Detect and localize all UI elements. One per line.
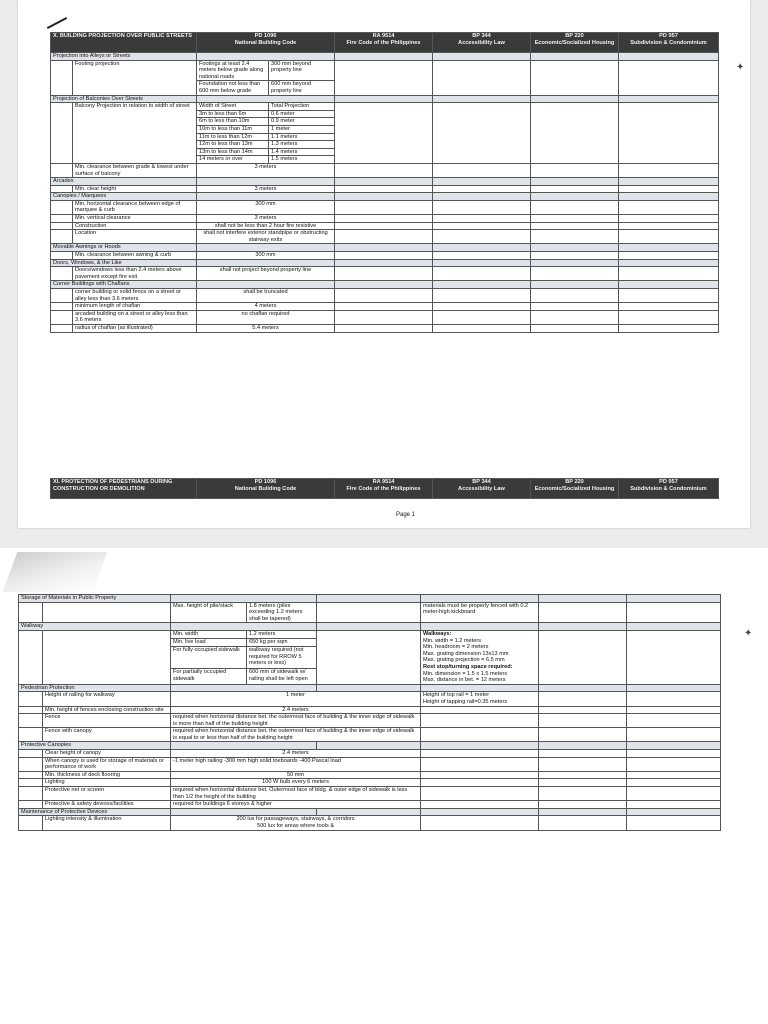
col-header-pd957: PD 957 Subdivision & Condominium (619, 479, 719, 499)
table-row: Clear height of canopy 2.4 meters (19, 750, 721, 758)
table-row: Footing projection Footings at least 2.4 meters below grade along national roads 300 mm beyond property line (51, 60, 719, 81)
table-row: Min. width 1.2 meters Walkways: Min. width = 1.2 meters Min. headroom = 2 meters Max. grating dimension 13x13 mm Max. grating projection = 6.5 mm Rest stop/turning space required: Min. dimension = 1.5 x 1.5 meters Max. distance in bet. = 12 meters (19, 630, 721, 638)
table-row: Min. clearance between grade & lowest under surface of balcony 3 meters (51, 163, 719, 177)
table-row: Protective net or screen required when horizontal distance bet. Outermost face of bldg. & outer edge of sidewalk is less than 1/2 the height of the building (19, 787, 721, 801)
section-title: XI. PROTECTION OF PEDESTRIANS DURING CONSTRUCTION OR DEMOLITION (51, 479, 197, 499)
projection-table (50, 32, 719, 333)
table-row: Location shall not interfere exterior standpipe or obstructing stairway exits (51, 230, 719, 244)
pedestrian-table (18, 594, 721, 831)
table-row: Lighting intensity & illumination 200 lux for passageways, stairways, & corridors 500 lux for areas where tools & (19, 816, 721, 830)
col-header-pd1096: PD 1096 National Building Code (197, 479, 335, 499)
table-row: Min. clearance between awning & curb 300 mm (51, 252, 719, 260)
table-row: 6m to less than 10m 0.9 meter (51, 118, 719, 126)
table-row: Arcades (51, 178, 719, 186)
table-row: Fence with canopy required when horizontal distance bet. the outermost face of building & the inner edge of sidewalk is equal to or less than half of the building height (19, 728, 721, 742)
table-row: Protective Canopies (19, 742, 721, 750)
table-row: 13m to less than 14m 1.4 meters (51, 148, 719, 156)
table-row: Walkway (19, 623, 721, 631)
col-header-bp220: BP 220 Economic/Socialized Housing (531, 33, 619, 53)
table-row: Canopies / Marquees (51, 193, 719, 201)
table-row: Doors, Windows, & the Like (51, 259, 719, 267)
col-header-bp344: BP 344 Accessibility Law (433, 33, 531, 53)
table-row: Projection into Alleys or Streets (51, 53, 719, 61)
col-header-bp344: BP 344 Accessibility Law (433, 479, 531, 499)
table-row: Construction shall not be less than 2 hour fire resistive (51, 222, 719, 230)
section-title: X. BUILDING PROJECTION OVER PUBLIC STREETS (51, 33, 197, 53)
table-row: For partially occupied sidewalk 600 mm of sidewalk w/ railing shall be left open (19, 669, 721, 684)
table-row: Height of railing for walkway 1 meter Height of top rail = 1 meter Height of tapping rail=0.35 meters (19, 692, 721, 706)
table-row: Protective & safety devices/facilities required for buildings 6 storeys & higher (19, 801, 721, 809)
page-fold (3, 552, 108, 592)
table-row: arcaded building on a street or alley less than 3.6 meters no chaflan required (51, 310, 719, 324)
table-row: corner building or solid fence on a street or alley less than 3.6 meters shall be truncated (51, 289, 719, 303)
pedestrian-header-table (50, 478, 719, 499)
table-row: Min. thickness of deck flooring 50 mm (19, 771, 721, 779)
table-header-row (51, 33, 719, 53)
table-row: 14 meters or over 1.5 meters (51, 156, 719, 164)
table-row: 12m to less than 13m 1.3 meters (51, 141, 719, 149)
document-page-2 (0, 548, 768, 1024)
table-row: minimum length of chaflan 4 meters (51, 303, 719, 311)
table-row: For fully occupied sidewalk walkway required (not required for RROW 5 meters or less) (19, 647, 721, 669)
margin-dot: ✦ (736, 62, 745, 73)
table-row: 10m to less than 11m 1 meter (51, 125, 719, 133)
col-header-ra9514: RA 9514 Fire Code of the Philippines (335, 479, 433, 499)
col-header-pd957: PD 957 Subdivision & Condominium (619, 33, 719, 53)
table-row: When canopy is used for storage of materials or performance of work -1 meter high railing -300 mm high solid toeboards -400 Pascal load (19, 757, 721, 771)
table-row: Min. horizontal clearance between edge of marquee & curb 300 mm (51, 200, 719, 214)
walkway-bp344-cell: Walkways: Min. width = 1.2 meters Min. headroom = 2 meters Max. grating dimension 13x13 mm Max. grating projection = 6.5 mm Rest stop/turning space required: Min. dimension = 1.5 x 1.5 meters Max. distance in bet. = 12 meters (421, 630, 539, 684)
table-row: Lighting 100 W bulb every 6 meters (19, 779, 721, 787)
table-row: Corner Buildings with Chaflans (51, 281, 719, 289)
col-header-ra9514: RA 9514 Fire Code of the Philippines (335, 33, 433, 53)
table-row: Min. height of fences enclosing construction site 2.4 meters (19, 706, 721, 714)
table-row: Fence required when horizontal distance bet. the outermost face of building & the inner edge of sidewalk is more than half of the building height (19, 714, 721, 728)
pen-mark (47, 17, 67, 29)
table-row: Doors/windows less than 2.4 meters above pavement except fire exit shall not project beyond property line (51, 267, 719, 281)
table-row: Min. vertical clearance 3 meters (51, 215, 719, 223)
table-row: Storage of Materials in Public Property (19, 595, 721, 603)
table-row: Min. live load 650 kg per sqm (19, 639, 721, 647)
table-row: Min. clear height 3 meters (51, 185, 719, 193)
margin-dot: ✦ (744, 628, 753, 639)
table-row: Max. height of pile/stack 1.8 meters (piles exceeding 1.2 meters shall be tapered) materials must be properly fenced with 0.2 meter-high kickboard (19, 602, 721, 623)
col-header-pd1096: PD 1096 National Building Code (197, 33, 335, 53)
table-row: Foundation not less than 600 mm below grade 600 mm beyond property line (51, 81, 719, 95)
table-row: Projection of Balconies Over Streets (51, 95, 719, 103)
table-row: radius of chaflan (as illustrated) 5.4 meters (51, 324, 719, 332)
col-header-bp220: BP 220 Economic/Socialized Housing (531, 479, 619, 499)
table-row: 11m to less than 12m 1.1 meters (51, 133, 719, 141)
page-number: Page 1 (396, 512, 416, 518)
table-header-row (51, 479, 719, 499)
table-row: 3m to less than 6m 0.6 meter (51, 110, 719, 118)
document-page-1 (18, 0, 750, 528)
table-row: Movable Awnings or Hoods (51, 244, 719, 252)
table-row: Maintenance of Protective Devices (19, 808, 721, 816)
table-row: Pedestrian Protection (19, 684, 721, 692)
table-row: Balcony Projection in relation to width of street Width of Street Total Projection (51, 103, 719, 111)
